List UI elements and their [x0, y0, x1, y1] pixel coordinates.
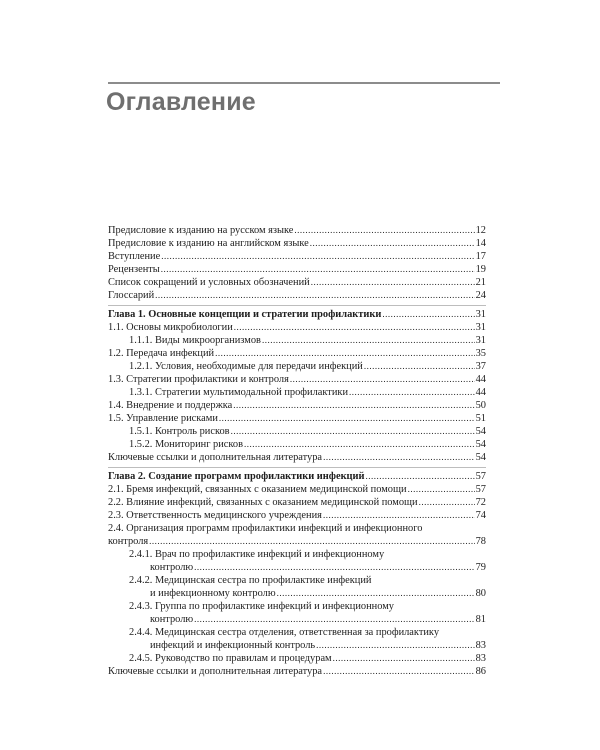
toc-entry-label: 2.3. Ответственность медицинского учреждения [108, 510, 322, 521]
toc-subentry-multiline[interactable] [108, 626, 486, 652]
leader-dots [194, 613, 474, 626]
toc-entry-label: Рецензенты [108, 264, 160, 275]
toc-entry-label: Предисловие к изданию на русском языке [108, 225, 294, 236]
toc-entry-page: 17 [475, 251, 486, 262]
leader-dots [244, 438, 475, 451]
toc-entry-label: 1.5. Управление рисками [108, 413, 218, 424]
toc-entry-label: Список сокращений и условных обозначений [108, 277, 310, 288]
toc-entry-glossary[interactable] [108, 289, 486, 302]
toc-entry-page: 44 [475, 387, 486, 398]
leader-dots [419, 496, 475, 509]
leader-dots [316, 639, 474, 652]
leader-dots [161, 250, 474, 263]
leader-dots [382, 308, 474, 321]
toc-entry[interactable] [108, 373, 486, 386]
toc-entry-line2 [129, 639, 486, 652]
toc-entry-label: 2.4.5. Руководство по правилам и процедурам [129, 653, 332, 664]
toc-entry[interactable] [108, 321, 486, 334]
toc-entry-page: 81 [475, 614, 486, 625]
toc-entry-page: 31 [475, 309, 486, 320]
toc-entry-page: 31 [475, 335, 486, 346]
toc-entry-page: 54 [475, 439, 486, 450]
toc-entry-page: 37 [475, 361, 486, 372]
toc-entry-page: 50 [475, 400, 486, 411]
toc-entry-line2 [129, 587, 486, 600]
toc-entry-reviewers[interactable] [108, 263, 486, 276]
toc-entry-label: Ключевые ссылки и дополнительная литература [108, 452, 323, 463]
toc-subentry[interactable] [108, 386, 486, 399]
toc-entry-page: 51 [475, 413, 486, 424]
leader-dots [231, 425, 475, 438]
toc-entry-introduction[interactable] [108, 250, 486, 263]
chapter-heading: Глава 2. Создание программ профилактики инфекций [108, 471, 365, 482]
toc-entry[interactable] [108, 496, 486, 509]
toc-entry-label: 1.2.1. Условия, необходимые для передачи инфекций [129, 361, 363, 372]
chapter-heading: Глава 1. Основные концепции и стратегии профилактики [108, 309, 382, 320]
section-divider [108, 305, 486, 306]
toc-entry-label: Глоссарий [108, 290, 155, 301]
toc-entry[interactable] [108, 509, 486, 522]
toc-entry-label: 1.3.1. Стратегии мультимодальной профилактики [129, 387, 349, 398]
toc-entry-multiline[interactable] [108, 522, 486, 548]
leader-dots [323, 509, 475, 522]
toc-subentry[interactable] [108, 360, 486, 373]
toc-entry-label: 1.5.2. Мониторинг рисков [129, 439, 244, 450]
toc-entry[interactable] [108, 451, 486, 464]
toc-entry-page: 35 [475, 348, 486, 359]
toc-subentry[interactable] [108, 334, 486, 347]
toc-entry-page: 78 [475, 536, 486, 547]
leader-dots [194, 561, 474, 574]
leader-dots [155, 289, 474, 302]
toc-entry-page: 24 [475, 290, 486, 301]
toc-subentry-multiline[interactable] [108, 548, 486, 574]
leader-dots [310, 237, 475, 250]
toc-entry-page: 86 [475, 666, 486, 677]
toc-entry-page: 80 [475, 588, 486, 599]
toc-entry-line2 [108, 535, 486, 548]
leader-dots [262, 334, 475, 347]
toc-entry-abbreviations[interactable] [108, 276, 486, 289]
toc-entry-label-line1: 2.4.2. Медицинская сестра по профилактике инфекций [129, 575, 372, 586]
toc-entry-label: 1.1. Основы микробиологии [108, 322, 233, 333]
leader-dots [233, 399, 474, 412]
toc-chapter-1[interactable] [108, 308, 486, 321]
toc-subentry-multiline[interactable] [108, 574, 486, 600]
toc-entry-label: 1.4. Внедрение и поддержка [108, 400, 233, 411]
toc-subentry-multiline[interactable] [108, 600, 486, 626]
toc-entry-page: 54 [475, 452, 486, 463]
toc-subentry[interactable] [108, 438, 486, 451]
toc-entry-line2 [129, 613, 486, 626]
leader-dots [294, 224, 474, 237]
table-of-contents [108, 224, 486, 678]
leader-dots [311, 276, 475, 289]
toc-entry-label: 2.1. Бремя инфекций, связанных с оказанием медицинской помощи [108, 484, 407, 495]
toc-entry-page: 83 [475, 640, 486, 651]
toc-entry-label: контроля [108, 536, 149, 547]
toc-entry[interactable] [108, 347, 486, 360]
leader-dots [349, 386, 475, 399]
toc-entry-label: контролю [150, 614, 194, 625]
toc-entry-page: 44 [475, 374, 486, 385]
toc-entry-page: 31 [475, 322, 486, 333]
toc-entry-page: 72 [475, 497, 486, 508]
section-divider [108, 467, 486, 468]
toc-entry-label: инфекций и инфекционный контроль [150, 640, 316, 651]
leader-dots [277, 587, 475, 600]
toc-entry-label: 1.2. Передача инфекций [108, 348, 215, 359]
leader-dots [219, 412, 475, 425]
toc-entry-label: и инфекционному контролю [150, 588, 276, 599]
toc-subentry[interactable] [108, 652, 486, 665]
toc-entry-page: 57 [475, 471, 486, 482]
toc-entry-page: 57 [475, 484, 486, 495]
toc-chapter-2[interactable] [108, 470, 486, 483]
leader-dots [408, 483, 475, 496]
toc-entry-label: Ключевые ссылки и дополнительная литература [108, 666, 323, 677]
toc-entry-label: 2.2. Влияние инфекций, связанных с оказанием медицинской помощи [108, 497, 418, 508]
toc-entry-label: Предисловие к изданию на английском языке [108, 238, 309, 249]
leader-dots [364, 360, 475, 373]
toc-entry-page: 74 [475, 510, 486, 521]
leader-dots [323, 451, 475, 464]
toc-entry-label-line1: 2.4.3. Группа по профилактике инфекций и инфекционному [129, 601, 394, 612]
leader-dots [333, 652, 475, 665]
toc-entry[interactable] [108, 665, 486, 678]
toc-entry-page: 54 [475, 426, 486, 437]
toc-entry-label-line1: 2.4. Организация программ профилактики инфекций и инфекционного [108, 523, 423, 534]
toc-entry-page: 12 [475, 225, 486, 236]
toc-entry-label: 1.3. Стратегии профилактики и контроля [108, 374, 289, 385]
toc-entry[interactable] [108, 483, 486, 496]
toc-entry-label: 1.1.1. Виды микроорганизмов [129, 335, 261, 346]
toc-entry[interactable] [108, 412, 486, 425]
leader-dots [215, 347, 475, 360]
toc-entry-page: 83 [475, 653, 486, 664]
toc-entry-line2 [129, 561, 486, 574]
leader-dots [149, 535, 474, 548]
leader-dots [366, 470, 475, 483]
toc-subentry[interactable] [108, 425, 486, 438]
toc-entry-label-line1: 2.4.4. Медицинская сестра отделения, ответственная за профилактику [129, 627, 440, 638]
page-title: Оглавление [106, 88, 256, 116]
toc-entry-label-line1: 2.4.1. Врач по профилактике инфекций и инфекционному [129, 549, 385, 560]
header-rule [108, 82, 500, 84]
toc-entry-label: 1.5.1. Контроль рисков [129, 426, 230, 437]
toc-entry-page: 19 [475, 264, 486, 275]
leader-dots [161, 263, 475, 276]
leader-dots [234, 321, 475, 334]
toc-entry[interactable] [108, 399, 486, 412]
toc-entry-preface-ru[interactable] [108, 224, 486, 237]
leader-dots [323, 665, 475, 678]
toc-entry-page: 14 [475, 238, 486, 249]
toc-entry-page: 21 [475, 277, 486, 288]
toc-entry-label: контролю [150, 562, 194, 573]
leader-dots [290, 373, 475, 386]
toc-entry-preface-en[interactable] [108, 237, 486, 250]
toc-entry-label: Вступление [108, 251, 161, 262]
toc-entry-page: 79 [475, 562, 486, 573]
